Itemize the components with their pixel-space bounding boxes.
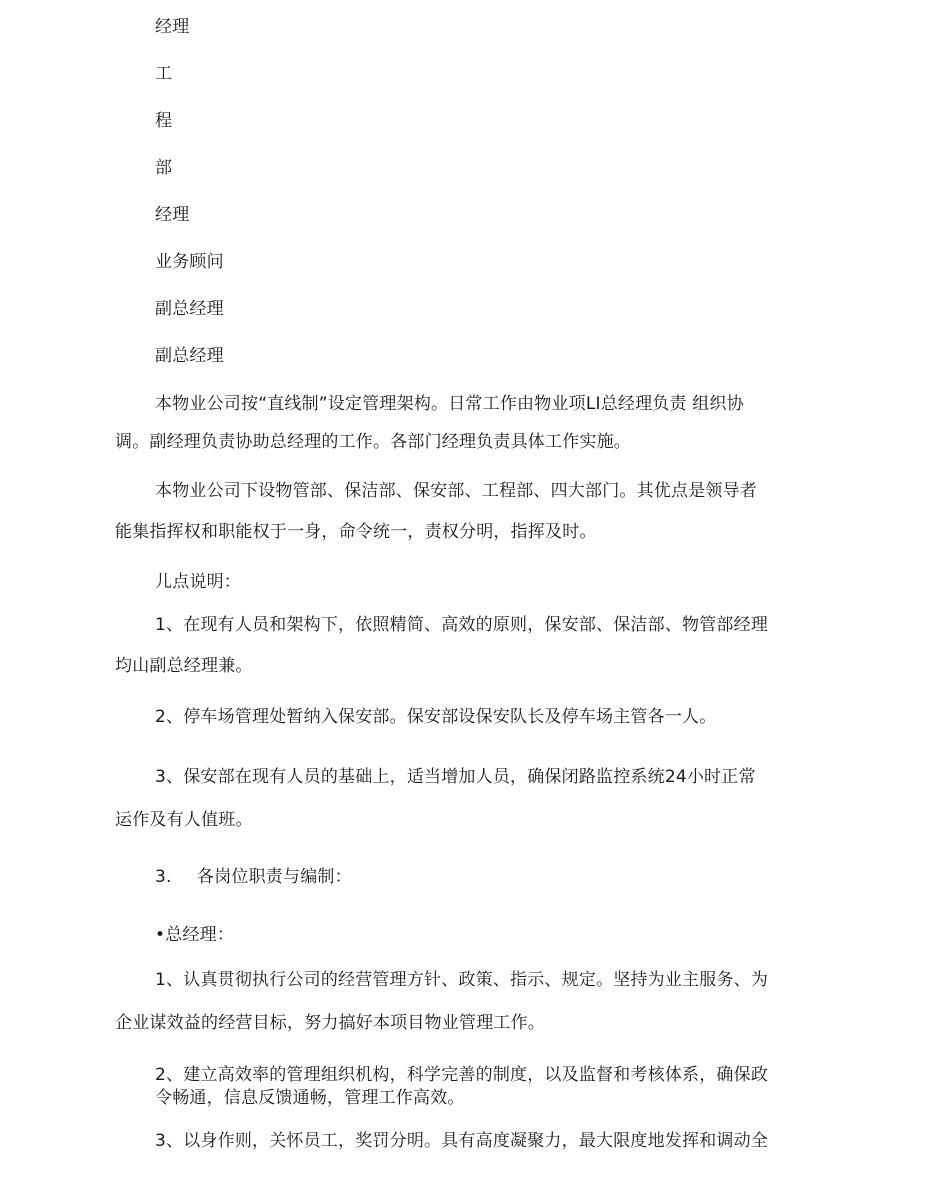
note-line: 1、在现有人员和架构下，依照精简、高效的原则，保安部、保洁部、物管部经理 [155,615,769,635]
duty-line: 2、建立高效率的管理组织机构，科学完善的制度，以及监督和考核体系，确保政 [155,1065,769,1085]
paragraph-line: 调。副经理负责协助总经理的工作。各部门经理负责具体工作实施。 [115,432,631,452]
role-title: •总经理： [155,925,235,945]
duty-line: 1、认真贯彻执行公司的经营管理方针、政策、指示、规定。坚持为业主服务、为 [155,970,769,990]
note-line: 均山副总经理兼。 [115,656,253,676]
duty-line: 企业谋效益的经营目标，努力搞好本项目物业管理工作。 [115,1013,545,1033]
section-heading [155,867,352,887]
note-line: 2、停车场管理处暂纳入保安部。保安部设保安队长及停车场主管各一人。 [155,707,717,727]
paragraph-line: 能集指挥权和职能权于一身，命令统一，责权分明，指挥及时。 [115,522,597,542]
duty-line: 3、以身作则，关怀员工，奖罚分明。具有高度凝聚力，最大限度地发挥和调动全 [155,1131,769,1151]
org-label: 部 [155,158,173,178]
org-label: 经理 [155,17,190,37]
org-label: 副总经理 [155,299,224,319]
org-label: 工 [155,64,173,84]
note-line: 3、保安部在现有人员的基础上，适当增加人员，确保闭路监控系统24小时正常 [155,767,756,787]
duty-line: 令畅通，信息反馈通畅，管理工作高效。 [155,1088,465,1108]
org-label: 副总经理 [155,346,224,366]
paragraph-line: 本物业公司按“直线制”设定管理架构。日常工作由物业项LI总经理负责 组织协 [155,394,744,414]
section-number: 3. [155,867,172,887]
org-label: 程 [155,111,173,131]
section-title: 各岗位职责与编制： [197,867,352,887]
org-label: 业务顾问 [155,252,224,272]
note-line: 运作及有人值班。 [115,810,253,830]
notes-title: 儿点说明： [155,572,241,592]
paragraph-line: 本物业公司下设物管部、保洁部、保安部、工程部、四大部门。其优点是领导者 [155,481,757,501]
org-label: 经理 [155,205,190,225]
